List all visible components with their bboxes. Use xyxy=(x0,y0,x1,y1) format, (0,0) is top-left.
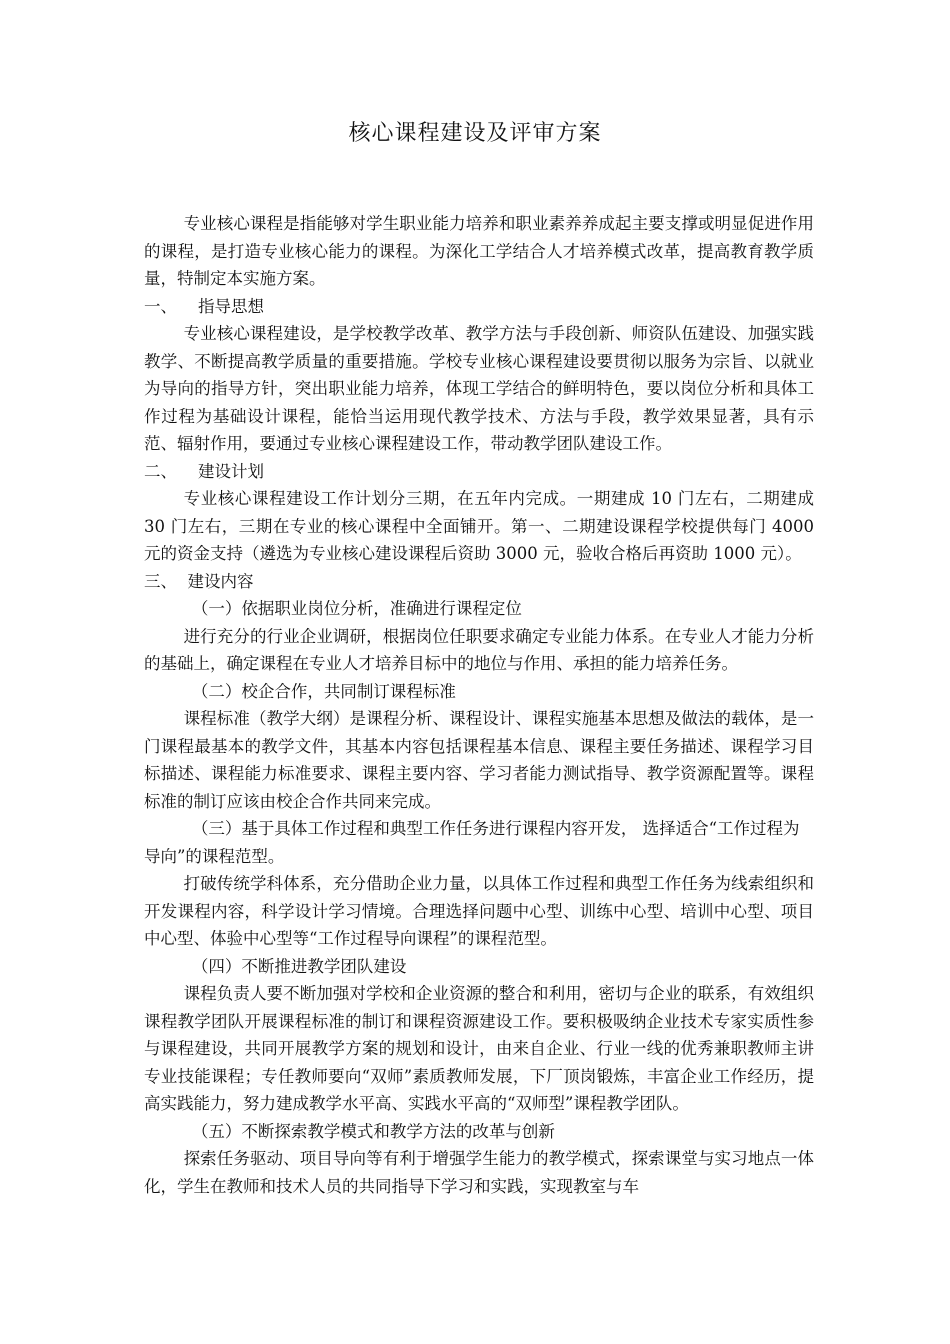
subsection-text-4: 课程负责人要不断加强对学校和企业资源的整合和利用，密切与企业的联系，有效组织课程教学团队开展课程标准的制订和课程资源建设工作。要积极吸纳企业技术专家实质性参与课程建设，共同开展教学方案的规划和设计，由来自企业、行业一线的优秀兼职教师主讲专业技能课程；专任教师要向“双师”素质教师发展，下厂顶岗锻炼，丰富企业工作经历，提高实践能力，努力建成教学水平高、实践水平高的“双师型”课程教学团队。 xyxy=(144,984,814,1113)
subsection-heading-5: （五）不断探索教学模式和教学方法的改革与创新 xyxy=(191,1121,555,1141)
subsection-heading-1: （一）依据职业岗位分析，准确进行课程定位 xyxy=(191,599,522,618)
subsection-heading-3: （三）基于具体工作过程和典型工作任务进行课程内容开发， 选择适合“工作过程为导向”的课程范型。 xyxy=(144,819,800,866)
document-title: 核心课程建设及评审方案 xyxy=(348,121,602,146)
subsection-heading-2: （二）校企合作，共同制订课程标准 xyxy=(191,681,456,701)
subsection-text-1: 进行充分的行业企业调研，根据岗位任职要求确定专业能力体系。在专业人才能力分析的基础上，确定课程在专业人才培养目标中的地位与作用、承担的能力培养任务。 xyxy=(144,626,814,673)
section-heading-construction-plan: 二、 建设计划 xyxy=(144,461,264,481)
section-text-construction-plan: 专业核心课程建设工作计划分三期，在五年内完成。一期建成 10 门左右，二期建成 30 门左右，三期在专业的核心课程中全面铺开。第一、二期建设课程学校提供每门 4000 元的资金支持（遴选为专业核心建设课程后资助 3000 元，验收合格后再资助 1000 元）。 xyxy=(144,489,814,563)
subsection-text-5: 探索任务驱动、项目导向等有利于增强学生能力的教学模式，探索课堂与实习地点一体化，学生在教师和技术人员的共同指导下学习和实践，实现教室与车 xyxy=(144,1149,814,1196)
section-heading-guiding-ideology: 一、 指导思想 xyxy=(144,296,264,316)
subsection-text-3: 打破传统学科体系，充分借助企业力量，以具体工作过程和典型工作任务为线索组织和开发课程内容，科学设计学习情境。合理选择问题中心型、训练中心型、培训中心型、项目中心型、体验中心型等“工作过程导向课程”的课程范型。 xyxy=(144,874,814,948)
section-text-guiding-ideology: 专业核心课程建设，是学校教学改革、教学方法与手段创新、师资队伍建设、加强实践教学、不断提高教学质量的重要措施。学校专业核心课程建设要贯彻以服务为宗旨、以就业为导向的指导方针，突出职业能力培养，体现工学结合的鲜明特色，要以岗位分析和具体工作过程为基础设计课程，能恰当运用现代教学技术、方法与手段，教学效果显著，具有示范、辐射作用，要通过专业核心课程建设工作，带动教学团队建设工作。 xyxy=(144,324,814,453)
document-body xyxy=(144,210,814,1200)
intro-paragraph: 专业核心课程是指能够对学生职业能力培养和职业素养养成起主要支撑或明显促进作用的课程，是打造专业核心能力的课程。为深化工学结合人才培养模式改革，提高教育教学质量，特制定本实施方案。 xyxy=(144,214,814,288)
section-heading-construction-content: 三、 建设内容 xyxy=(144,571,254,591)
subsection-heading-4: （四）不断推进教学团队建设 xyxy=(191,956,407,976)
subsection-text-2: 课程标准（教学大纲）是课程分析、课程设计、课程实施基本思想及做法的载体，是一门课程最基本的教学文件，其基本内容包括课程基本信息、课程主要任务描述、课程学习目标描述、课程能力标准要求、课程主要内容、学习者能力测试指导、教学资源配置等。课程标准的制订应该由校企合作共同来完成。 xyxy=(144,709,814,811)
